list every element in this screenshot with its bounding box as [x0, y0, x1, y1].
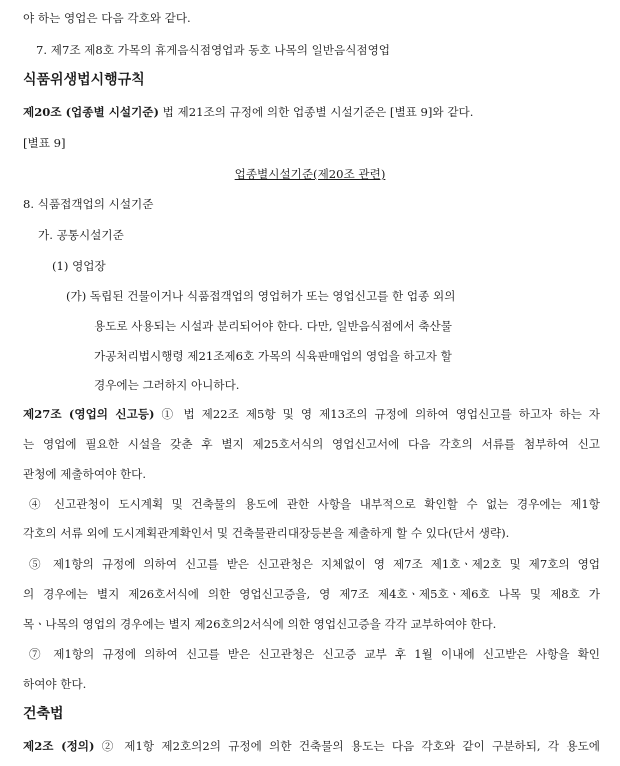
article-27-line-3: 관청에 제출하여야 한다. [23, 467, 147, 481]
article-20 [23, 104, 473, 120]
article-27-line-2: 는 영업에 필요한 시설을 갖춘 후 별지 제25호서식의 영업신고서에 다음 각호의 서류를 첨부하여 신고 [23, 437, 600, 451]
sub-item-ga2-line-4: 경우에는 그러하지 아니하다. [94, 378, 240, 392]
article-2-label: 제2조 (정의) [23, 739, 95, 753]
annex-title: 업종별시설기준(제20조 관련) [234, 167, 386, 181]
article-27-line-1 [23, 406, 600, 422]
annex-label: [별표 9] [23, 136, 66, 150]
para-7-line-2: 하여야 한다. [23, 677, 87, 691]
article-2-line-1 [23, 738, 600, 754]
article-20-label: 제20조 (업종별 시설기준) [23, 105, 159, 119]
para-4-line-1: ④ 신고관청이 도시계획 및 건축물의 용도에 관한 사항을 내부적으로 확인할 수 없는 경우에는 제1항 [29, 497, 600, 511]
article-20-text: 법 제21조의 규정에 의한 업종별 시설기준은 [별표 9]와 같다. [158, 105, 474, 119]
article-27-label: 제27조 (영업의 신고등) [23, 407, 155, 421]
article-27-text: ① 법 제22조 제5항 및 영 제13조의 규정에 의하여 영업신고를 하고자 하는 자 [154, 407, 601, 421]
annex-title-row [0, 166, 620, 182]
sub-item-ga2-line-2: 용도로 사용되는 시설과 분리되어야 한다. 다만, 일반음식점에서 축산물 [94, 319, 452, 333]
para-5-line-2: 의 경우에는 별지 제26호서식에 의한 영업신고증을, 영 제7조 제4호ㆍ제5호ㆍ제6호 나목 및 제8호 가 [23, 587, 600, 601]
sub-item-ga: 가. 공통시설기준 [38, 228, 124, 242]
para-5-line-1: ⑤ 제1항의 규정에 의하여 신고를 받은 신고관청은 지체없이 영 제7조 제1호ㆍ제2호 및 제7호의 영업 [29, 557, 600, 571]
para-5-line-3: 목ㆍ나목의 영업의 경우에는 별지 제26호의2서식에 의한 영업신고증을 각각 교부하여야 한다. [23, 617, 497, 631]
item-8-line: 8. 식품접객업의 시설기준 [23, 197, 154, 211]
section-title-food-hygiene: 식품위생법시행규칙 [23, 72, 145, 88]
sub-item-ga2-line-3: 가공처리법시행령 제21조제6호 가목의 식육판매업의 영업을 하고자 할 [94, 349, 452, 363]
item-7-line: 7. 제7조 제8호 가목의 휴게음식점영업과 동호 나목의 일반음식점영업 [36, 43, 391, 57]
para-4-line-2: 각호의 서류 외에 도시계획관계확인서 및 건축물관리대장등본을 제출하게 할 수 있다(단서 생략). [23, 526, 510, 540]
para-7-line-1: ⑦ 제1항의 규정에 의하여 신고를 받은 신고관청은 신고증 교부 후 1월 이내에 신고받은 사항을 확인 [29, 647, 600, 661]
sub-item-1: (1) 영업장 [52, 259, 106, 273]
article-2-text: ② 제1항 제2호의2의 규정에 의한 건축물의 용도는 다음 각호와 같이 구분하되, 각 용도에 [94, 739, 601, 753]
sub-item-ga2-line-1: (가) 독립된 건물이거나 식품접객업의 영업허가 또는 영업신고를 한 업종 외의 [66, 289, 456, 303]
section-title-building-act: 건축법 [23, 706, 64, 722]
intro-line: 야 하는 영업은 다음 각호와 같다. [23, 11, 191, 25]
